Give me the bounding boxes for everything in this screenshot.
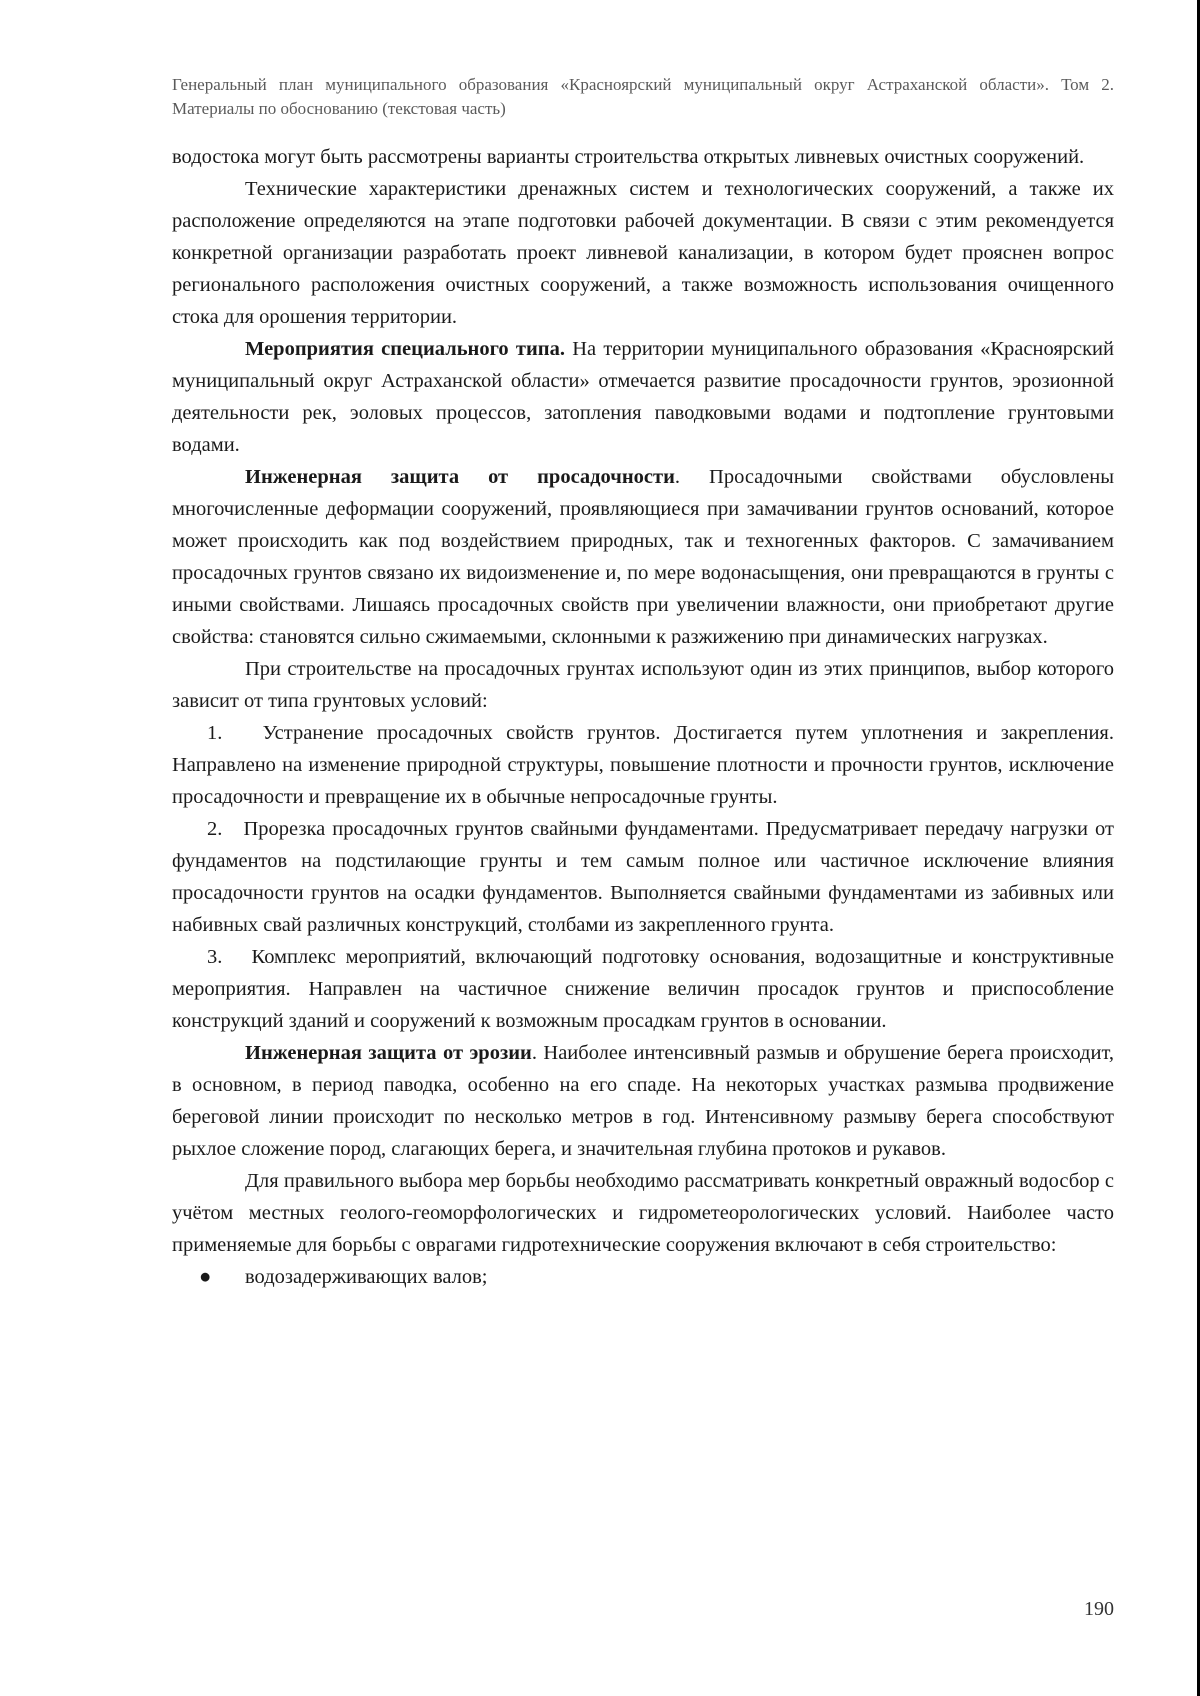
- paragraph-text: . Просадочными свойствами обусловлены многочисленные деформации сооружений, проявляющиеся при замачивании грунтов оснований, которое может происходить как под воздействием природных, так и техногенных факторов. С замачиванием просадочных грунтов связано их видоизменение и, по мере водонасыщения, они превращаются в грунты с иными свойствами. Лишаясь просадочных свойств при увеличении влажности, они приобретают другие свойства: становятся сильно сжимаемыми, склонными к разжижению при динамических нагрузках.: [172, 466, 1114, 648]
- paragraph: [172, 1037, 1114, 1165]
- page-number: 190: [1084, 1598, 1114, 1620]
- paragraph: водостока могут быть рассмотрены варианты строительства открытых ливневых очистных сооружений.: [172, 146, 1085, 168]
- bullet-text: водозадерживающих валов;: [245, 1266, 488, 1288]
- paragraph: [172, 461, 1114, 653]
- paragraph: При строительстве на просадочных грунтах используют один из этих принципов, выбор которого зависит от типа грунтовых условий:: [172, 658, 1114, 712]
- paragraph-heading: Инженерная защита от эрозии: [245, 1042, 532, 1064]
- bullet-list-item: [172, 1261, 1114, 1293]
- document-body: [172, 141, 1114, 1293]
- numbered-list-item: 1. Устранение просадочных свойств грунтов. Достигается путем уплотнения и закрепления. Направлено на изменение природной структуры, повышение плотности и прочности грунтов, исключение просадочности и превращение их в обычные непросадочные грунты.: [172, 722, 1114, 808]
- paragraph: Для правильного выбора мер борьбы необходимо рассматривать конкретный овражный водосбор с учётом местных геолого-геоморфологических и гидрометеорологических условий. Наиболее часто применяемые для борьбы с оврагами гидротехнические сооружения включают в себя строительство:: [172, 1170, 1114, 1256]
- paragraph-text: . Наиболее интенсивный размыв и обрушение берега происходит, в основном, в период паводка, особенно на его спаде. На некоторых участках размыва продвижение береговой линии происходит по несколько метров в год. Интенсивному размыву берега способствуют рыхлое сложение пород, слагающих берега, и значительная глубина протоков и рукавов.: [172, 1042, 1114, 1160]
- paragraph-heading: Мероприятия специального типа.: [245, 338, 565, 360]
- numbered-list-item: 2. Прорезка просадочных грунтов свайными фундаментами. Предусматривает передачу нагрузки от фундаментов на подстилающие грунты и тем самым полное или частичное исключение влияния просадочности грунтов на осадки фундаментов. Выполняется свайными фундаментами из забивных или набивных свай различных конструкций, столбами из закрепленного грунта.: [172, 818, 1114, 936]
- paragraph: [172, 333, 1114, 461]
- paragraph-text: На территории муниципального образования «Красноярский муниципальный округ Астраханской области» отмечается развитие просадочности грунтов, эрозионной деятельности рек, эоловых процессов, затопления паводковыми водами и подтопление грунтовыми водами.: [172, 338, 1114, 456]
- running-header: Генеральный план муниципального образования «Красноярский муниципальный округ Астраханской области». Том 2. Материалы по обоснованию (текстовая часть): [172, 75, 1114, 118]
- paragraph: Технические характеристики дренажных систем и технологических сооружений, а также их расположение определяются на этапе подготовки рабочей документации. В связи с этим рекомендуется конкретной организации разработать проект ливневой канализации, в котором будет прояснен вопрос регионального расположения очистных сооружений, а также возможность использования очищенного стока для орошения территории.: [172, 178, 1114, 328]
- paragraph-heading: Инженерная защита от просадочности: [245, 466, 675, 488]
- numbered-list-item: 3. Комплекс мероприятий, включающий подготовку основания, водозащитные и конструктивные мероприятия. Направлен на частичное снижение величин просадок грунтов и приспособление конструкций зданий и сооружений к возможным просадкам грунтов в основании.: [172, 946, 1114, 1032]
- bullet-icon: ●: [199, 1266, 212, 1288]
